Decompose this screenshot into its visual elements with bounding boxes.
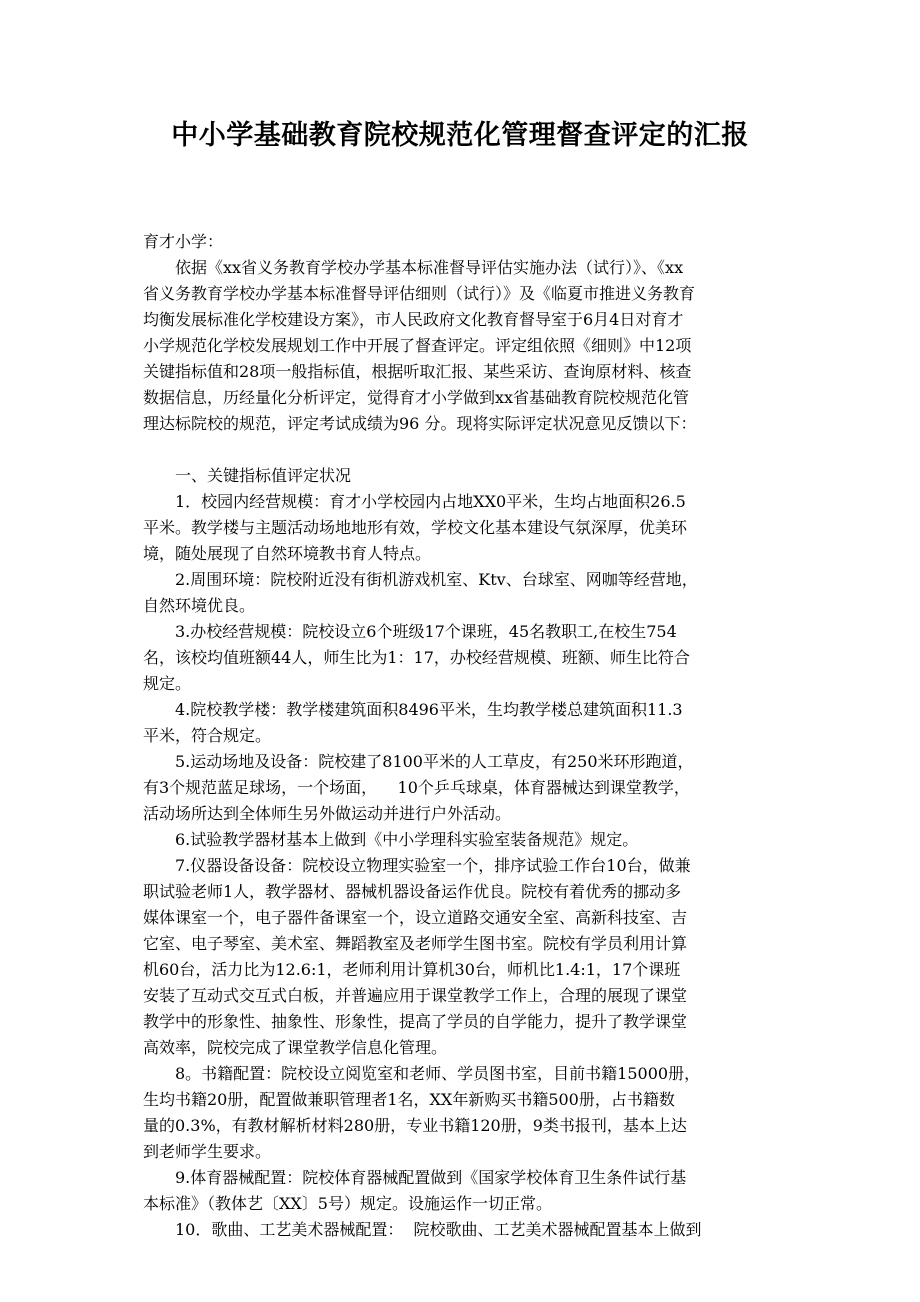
item-campus-scale: [143, 489, 783, 567]
item-line: 有3个规范蓝足球场，一个场面， 10个乒乓球桌，体育器械达到课堂教学，: [143, 778, 690, 797]
item-line: 10．歌曲、工艺美术器械配置： 院校歌曲、工艺美术器械配置基本上做到: [175, 1220, 702, 1239]
item-line: 1．校园内经营规模：育才小学校园内占地XX0平米，生均占地面积26.5: [175, 492, 686, 511]
item-line: 职试验老师1人，教学器材、器械机器设备运作优良。院校有着优秀的挪动多: [143, 882, 682, 901]
item-line: 安装了互动式交互式白板，并普遍应用于课堂教学工作上，合理的展现了课堂: [143, 986, 688, 1005]
intro-line: 关键指标值和28项一般指标值，根据听取汇报、某些采访、查询原材料、核查: [143, 362, 692, 381]
item-lab-equipment: [143, 827, 783, 853]
item-line: 9.体育器械配置：院校体育器械配置做到《国家学校体育卫生条件试行基: [175, 1168, 687, 1187]
salutation: 育才小学：: [143, 232, 224, 251]
item-line: 境，随处展现了自然环境教书育人特点。: [143, 544, 432, 563]
item-books: [143, 1061, 783, 1165]
item-line: 平米，符合规定。: [143, 726, 272, 745]
item-line: 6.试验教学器材基本上做到《中小学理科实验室装备规范》规定。: [175, 830, 639, 849]
item-line: 媒体课室一个，电子器件备课室一个，设立道路交通安全室、高新科技室、吉: [143, 908, 688, 927]
item-line: 生均书籍20册，配置做兼职管理者1名，XX年新购买书籍500册，占书籍数: [143, 1090, 675, 1109]
intro-line: 均衡发展标准化学校建设方案》，市人民政府文化教育督导室于6月4日对育才: [143, 310, 684, 329]
item-line: 自然环境优良。: [143, 596, 256, 615]
item-line: 8。书籍配置：院校设立阅览室和老师、学员图书室，目前书籍15000册，: [175, 1064, 701, 1083]
item-line: 名，该校均值班额44人，师生比为1：17，办校经营规模、班额、师生比符合: [143, 648, 690, 667]
intro-line: 理达标院校的规范，评定考试成绩为96 分。现将实际评定状况意见反馈以下：: [143, 414, 697, 433]
section-heading: 一、关键指标值评定状况: [175, 466, 352, 485]
intro-paragraph: [143, 255, 783, 437]
document-title: 中小学基础教育院校规范化管理督查评定的汇报: [171, 120, 749, 151]
item-line: 2.周围环境：院校附近没有街机游戏机室、Ktv、台球室、网咖等经营地，: [175, 570, 698, 589]
paragraph-gap: [143, 437, 783, 463]
intro-line: 小学规范化学校发展规划工作中开展了督查评定。评定组依照《细则》中12项: [143, 336, 692, 355]
item-teaching-building: [143, 697, 783, 749]
item-music-art-equipment: [143, 1217, 783, 1243]
item-sports-ground: [143, 749, 783, 827]
item-line: 教学中的形象性、抽象性、形象性，提高了学员的自学能力，提升了教学课堂: [143, 1012, 688, 1031]
item-line: 本标准》（教体艺〔XX〕5号）规定。设施运作一切正常。: [143, 1194, 552, 1213]
item-line: 高效率，院校完成了课堂教学信息化管理。: [143, 1038, 448, 1057]
item-instruments: [143, 853, 783, 1061]
intro-line: 数据信息，历经量化分析评定，觉得育才小学做到xx省基础教育院校规范化管: [143, 388, 690, 407]
item-line: 7.仪器设备设备：院校设立物理实验室一个，排序试验工作台10台，做兼: [175, 856, 691, 875]
item-line: 5.运动场地及设备：院校建了8100平米的人工草皮，有250米环形跑道，: [175, 752, 694, 771]
item-surroundings: [143, 567, 783, 619]
item-line: 机60台，活力比为12.6:1，老师利用计算机30台，师机比1.4:1，17个课班: [143, 960, 681, 979]
item-line: 活动场所达到全体师生另外做运动并进行户外活动。: [143, 804, 512, 823]
item-line: 到老师学生要求。: [143, 1142, 272, 1161]
item-line: 规定。: [143, 674, 192, 693]
intro-line: 依据《xx省义务教育学校办学基本标准督导评估实施办法（试行）》、《xx: [175, 258, 684, 277]
item-sports-equipment: [143, 1165, 783, 1217]
document-body: [143, 229, 783, 1243]
item-line: 3.办校经营规模：院校设立6个班级17个课班，45名教职工,在校生754: [175, 622, 677, 641]
item-line: 它室、电子琴室、美术室、舞蹈教室及老师学生图书室。院校有学员利用计算: [143, 934, 688, 953]
intro-line: 省义务教育学校办学基本标准督导评估细则（试行）》及《临夏市推进义务教育: [143, 284, 696, 303]
item-school-scale: [143, 619, 783, 697]
item-line: 量的0.3%，有教材解析材料280册，专业书籍120册，9类书报刊，基本上达: [143, 1116, 687, 1135]
item-line: 4.院校教学楼：教学楼建筑面积8496平米，生均教学楼总建筑面积11.3: [175, 700, 683, 719]
item-line: 平米。教学楼与主题活动场地地形有效，学校文化基本建设气氛深厚，优美环: [143, 518, 688, 537]
